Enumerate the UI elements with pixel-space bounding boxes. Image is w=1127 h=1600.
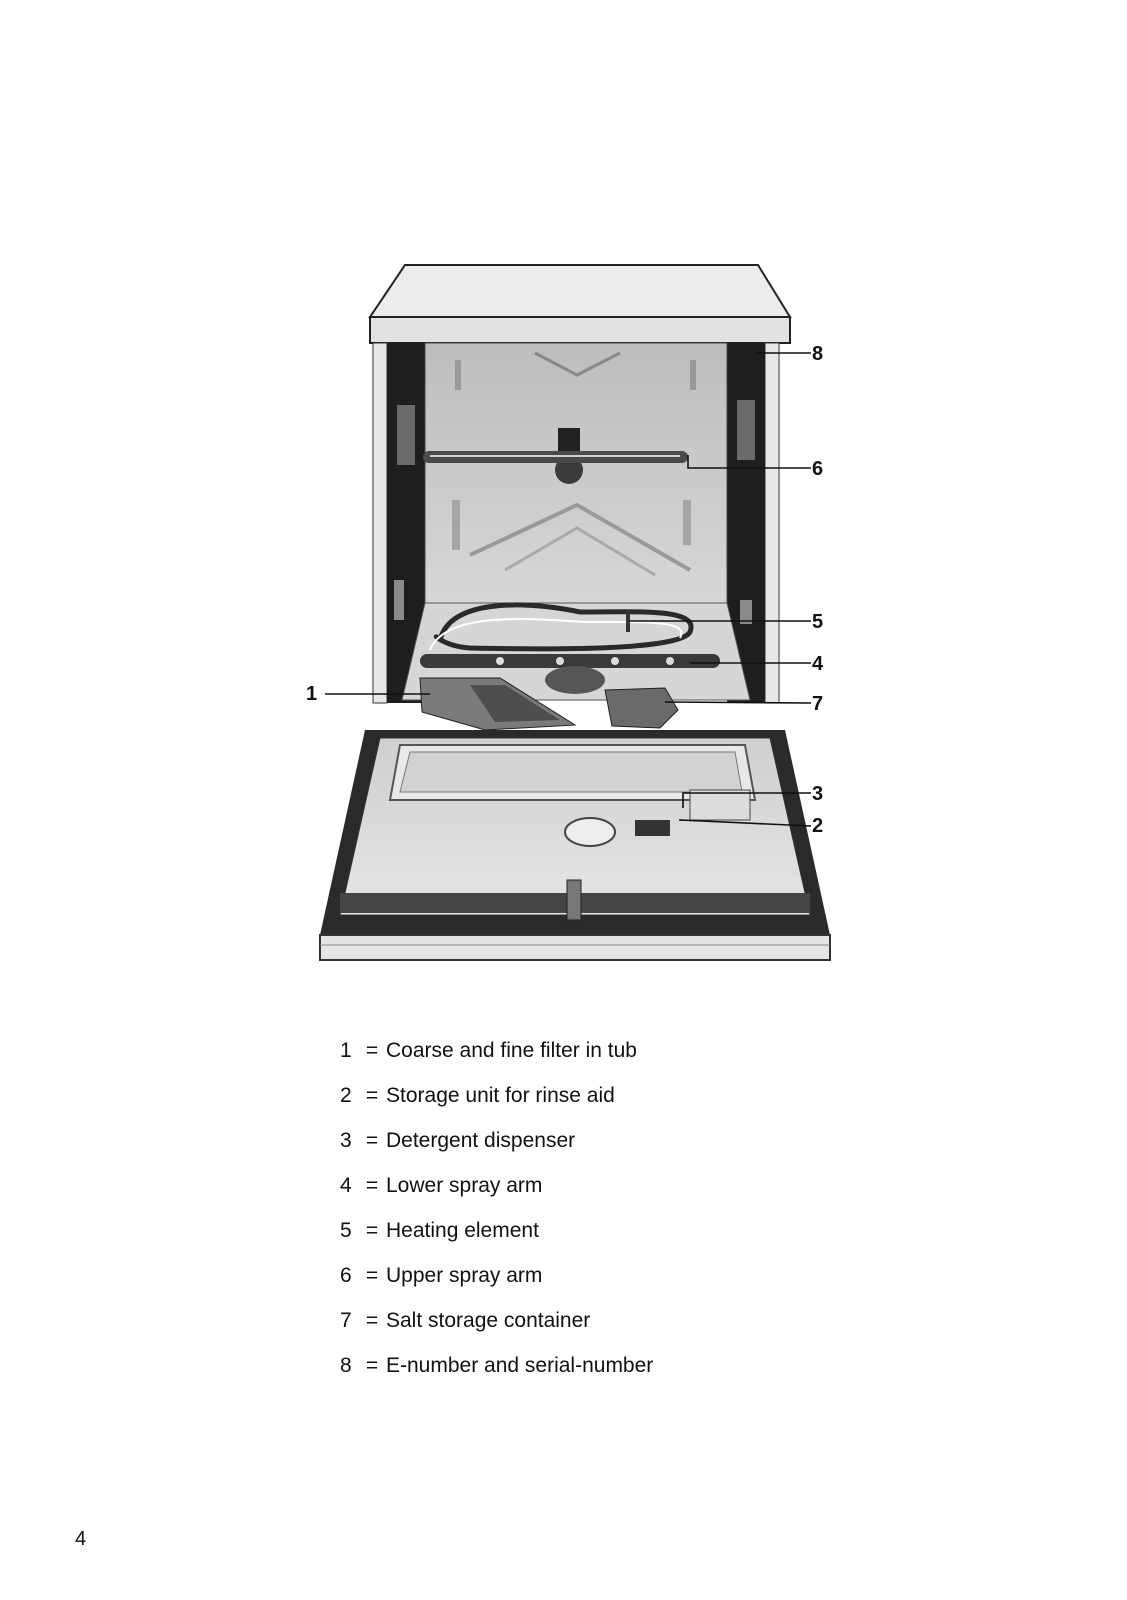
legend-equals: = bbox=[365, 1353, 379, 1377]
legend-number: 1 bbox=[340, 1038, 352, 1062]
legend-item bbox=[340, 1028, 940, 1073]
callout-label-1: 1 bbox=[306, 683, 318, 705]
legend-equals: = bbox=[365, 1083, 379, 1107]
legend-description: Storage unit for rinse aid bbox=[386, 1083, 615, 1107]
salt-container bbox=[605, 688, 678, 728]
callout-label-7: 7 bbox=[812, 693, 824, 715]
legend-item bbox=[340, 1253, 940, 1298]
legend-item bbox=[340, 1298, 940, 1343]
legend-equals: = bbox=[365, 1218, 379, 1242]
legend-item bbox=[340, 1208, 940, 1253]
legend-item bbox=[340, 1073, 940, 1118]
dishwasher-door bbox=[320, 730, 830, 960]
legend-equals: = bbox=[365, 1038, 379, 1062]
legend-equals: = bbox=[365, 1173, 379, 1197]
legend-description: Lower spray arm bbox=[386, 1173, 543, 1197]
legend-equals: = bbox=[365, 1263, 379, 1287]
legend-description: Detergent dispenser bbox=[386, 1128, 576, 1152]
legend-number: 4 bbox=[340, 1173, 352, 1197]
legend-number: 8 bbox=[340, 1353, 352, 1377]
legend-description: Coarse and fine filter in tub bbox=[386, 1038, 637, 1062]
callout-label-8: 8 bbox=[812, 343, 824, 365]
legend-number: 5 bbox=[340, 1218, 352, 1242]
legend-number: 6 bbox=[340, 1263, 352, 1287]
legend-equals: = bbox=[365, 1308, 379, 1332]
callout-label-3: 3 bbox=[812, 783, 824, 805]
legend-description: Upper spray arm bbox=[386, 1263, 543, 1287]
callout-label-2: 2 bbox=[812, 815, 824, 837]
callout-label-4: 4 bbox=[812, 653, 824, 675]
callout-label-6: 6 bbox=[812, 458, 824, 480]
legend-description: E-number and serial-number bbox=[386, 1353, 654, 1377]
legend-number: 2 bbox=[340, 1083, 352, 1107]
page-number: 4 bbox=[75, 1528, 87, 1550]
legend-number: 3 bbox=[340, 1128, 352, 1152]
callout-label-5: 5 bbox=[812, 611, 824, 633]
parts-legend bbox=[340, 1028, 940, 1388]
legend-description: Heating element bbox=[386, 1218, 539, 1242]
legend-item bbox=[340, 1343, 940, 1388]
legend-number: 7 bbox=[340, 1308, 352, 1332]
legend-equals: = bbox=[365, 1128, 379, 1152]
legend-description: Salt storage container bbox=[386, 1308, 591, 1332]
legend-item bbox=[340, 1163, 940, 1208]
worktop bbox=[370, 265, 790, 343]
legend-item bbox=[340, 1118, 940, 1163]
